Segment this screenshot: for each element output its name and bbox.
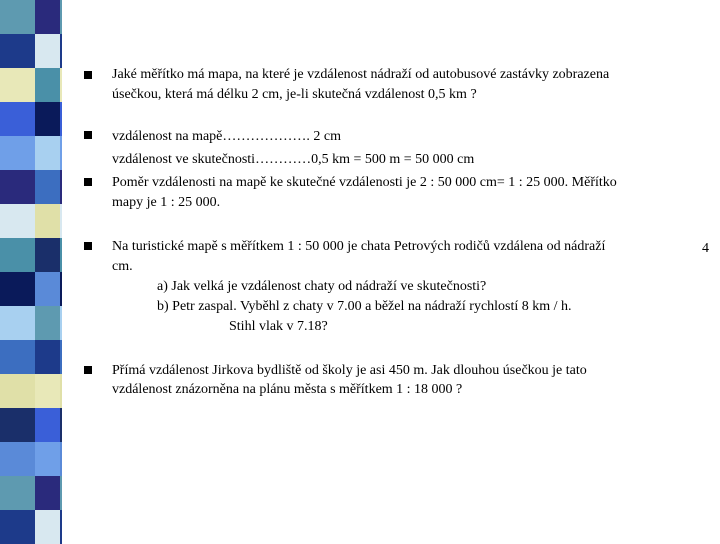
stripe-segment-accent [35, 136, 60, 170]
stripe-segment [0, 238, 62, 272]
stripe-segment [0, 34, 62, 68]
stripe-segment-accent [35, 408, 60, 442]
r1-line1: Poměr vzdálenosti na mapě ke skutečné vzdálenosti je 2 : 50 000 cm= 1 : 25 000. Měřítko [112, 175, 617, 190]
stripe-segment-accent [35, 340, 60, 374]
stripe-segment [0, 204, 62, 238]
stripe-segment [0, 306, 62, 340]
q2-line2: cm. [112, 259, 133, 274]
q2-line1: Na turistické mapě s měřítkem 1 : 50 000 je chata Petrových rodičů vzdálena od nádraží [112, 239, 606, 254]
q3-line1: Přímá vzdálenost Jirkova bydliště od školy je asi 450 m. Jak dlouhou úsečkou je tato [112, 363, 587, 378]
a1-line1: vzdálenost na mapě………………. 2 cm [112, 129, 342, 144]
stripe-segment [0, 510, 62, 544]
stripe-segment-accent [35, 442, 60, 476]
stripe-segment [0, 272, 62, 306]
stripe-segment-accent [35, 0, 60, 34]
stripe-segment [0, 374, 62, 408]
side-number: 4 [702, 241, 709, 256]
stripe-segment [0, 170, 62, 204]
stripe-segment [0, 340, 62, 374]
stripe-segment-accent [35, 238, 60, 272]
q1-line1: Jaké měřítko má mapa, na které je vzdálenost nádraží od autobusové zastávky zobrazena [112, 67, 610, 82]
stripe-segment [0, 68, 62, 102]
stripe-segment [0, 102, 62, 136]
stripe-segment [0, 442, 62, 476]
stripe-segment [0, 136, 62, 170]
stripe-segment-accent [35, 102, 60, 136]
stripe-segment-accent [35, 476, 60, 510]
a1-line2: vzdálenost ve skutečnosti…………0,5 km = 500 m = 50 000 cm [112, 152, 475, 167]
stripe-segment-accent [35, 34, 60, 68]
stripe-segment-accent [35, 306, 60, 340]
bullet-r1 [84, 178, 92, 186]
stripe-segment-accent [35, 374, 60, 408]
q1-line2: úsečkou, která má délku 2 cm, je-li skutečná vzdálenost 0,5 km ? [112, 87, 477, 102]
bullet-q2 [84, 242, 92, 250]
q2-line4: b) Petr zaspal. Vyběhl z chaty v 7.00 a běžel na nádraží rychlostí 8 km / h. [157, 299, 572, 314]
q2-line5: Stihl vlak v 7.18? [229, 319, 328, 334]
bullet-q3 [84, 366, 92, 374]
q2-line3: a) Jak velká je vzdálenost chaty od nádraží ve skutečnosti? [157, 279, 487, 294]
bullet-q1 [84, 71, 92, 79]
stripe-segment-accent [35, 510, 60, 544]
r1-line2: mapy je 1 : 25 000. [112, 195, 221, 210]
stripe-segment-accent [35, 204, 60, 238]
stripe-segment [0, 0, 62, 34]
stripe-segment [0, 476, 62, 510]
stripe-segment-accent [35, 68, 60, 102]
q3-line2: vzdálenost znázorněna na plánu města s měřítkem 1 : 18 000 ? [112, 382, 463, 397]
stripe-segment-accent [35, 272, 60, 306]
stripe-segment [0, 408, 62, 442]
stripe-segment-accent [35, 170, 60, 204]
decorative-side-stripe [0, 0, 62, 540]
bullet-a1 [84, 131, 92, 139]
